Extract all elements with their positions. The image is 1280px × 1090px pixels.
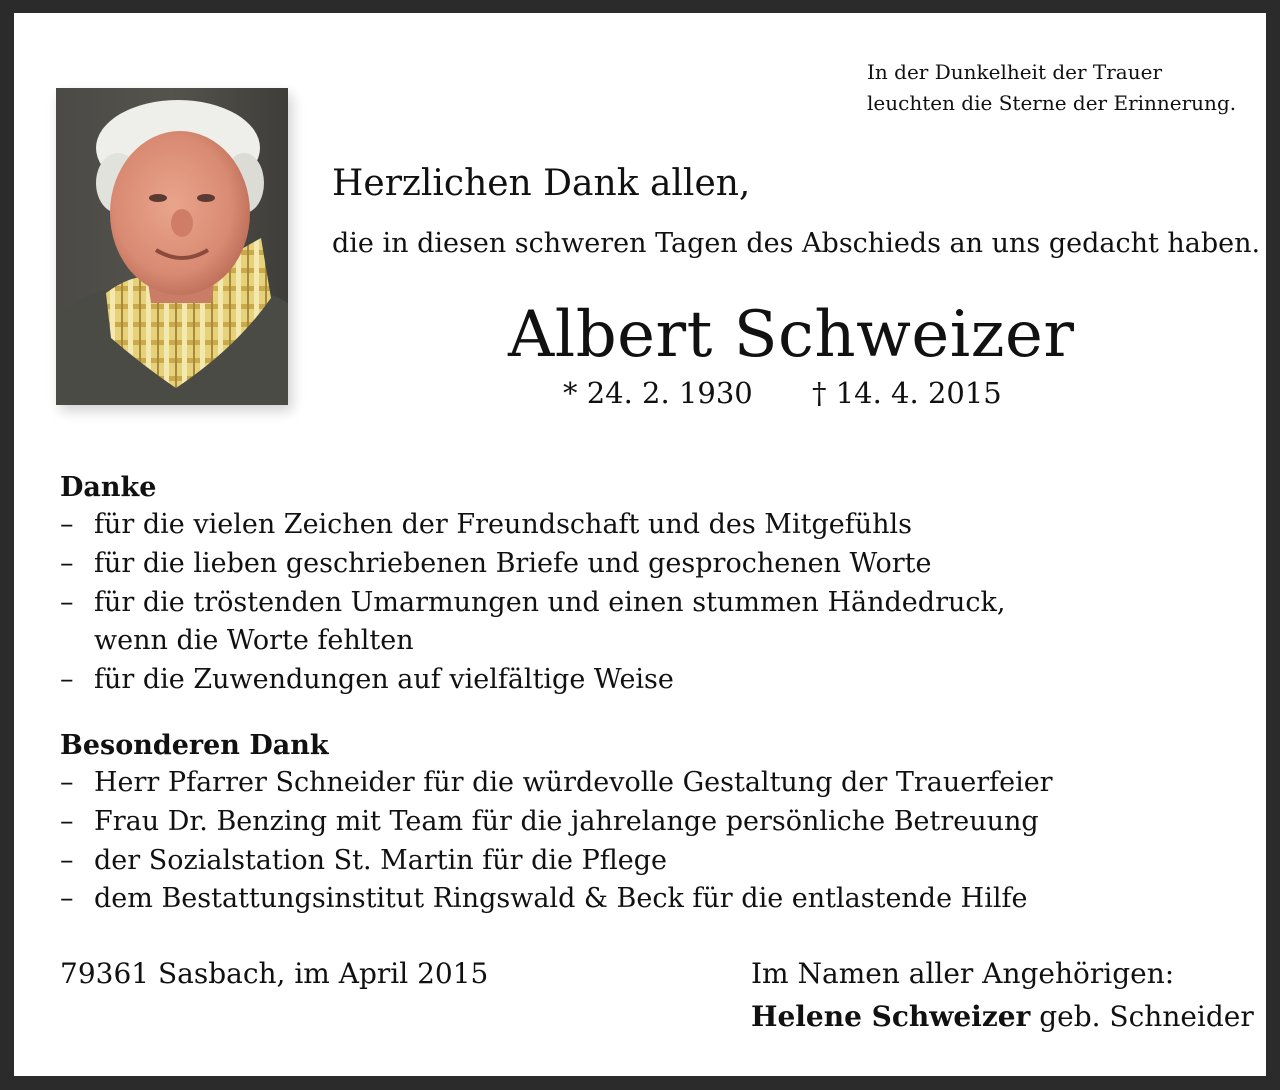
list-dash: – [60, 587, 74, 618]
thanks-heading: Danke [60, 472, 157, 503]
list-dash: – [60, 767, 74, 798]
thanks-item-text: für die vielen Zeichen der Freundschaft und des Mitgefühls [94, 509, 912, 540]
thanks-item [60, 548, 931, 579]
greeting-subline: die in diesen schweren Tagen des Abschieds an uns gedacht haben. [332, 228, 1261, 259]
list-dash: – [60, 806, 74, 837]
deceased-name: Albert Schweizer [508, 298, 1075, 372]
thanks-item [60, 587, 1005, 618]
motto-line-2: leuchten die Sterne der Erinnerung. [867, 91, 1237, 115]
special-thanks-item-text: dem Bestattungsinstitut Ringswald & Beck für die entlastende Hilfe [94, 883, 1028, 914]
list-dash: – [60, 845, 74, 876]
special-thanks-item-text: der Sozialstation St. Martin für die Pflege [94, 845, 667, 876]
thanks-item-continuation [60, 625, 414, 656]
signer-suffix: geb. Schneider [1039, 1000, 1254, 1033]
motto-line-1: In der Dunkelheit der Trauer [867, 60, 1163, 84]
thanks-item-text: wenn die Worte fehlten [94, 625, 414, 656]
signer [751, 1000, 1254, 1033]
portrait-icon [56, 88, 288, 405]
thanks-item-text: für die lieben geschriebenen Briefe und gesprochenen Worte [94, 548, 932, 579]
motto [867, 57, 1236, 119]
special-thanks-heading: Besonderen Dank [60, 730, 329, 761]
greeting-heading: Herzlichen Dank allen, [332, 163, 751, 204]
thanks-item-text: für die Zuwendungen auf vielfältige Weise [94, 664, 674, 695]
special-thanks-item-text: Herr Pfarrer Schneider für die würdevolle Gestaltung der Trauerfeier [94, 767, 1053, 798]
list-dash: – [60, 509, 74, 540]
special-thanks-item [60, 806, 1039, 837]
birth-date: * 24. 2. 1930 [563, 376, 753, 410]
special-thanks-item [60, 845, 667, 876]
list-dash: – [60, 548, 74, 579]
thanks-item [60, 509, 912, 540]
portrait-photo [56, 88, 288, 405]
special-thanks-item-text: Frau Dr. Benzing mit Team für die jahrelange persönliche Betreuung [94, 806, 1039, 837]
list-dash: – [60, 664, 74, 695]
place-date: 79361 Sasbach, im April 2015 [60, 957, 489, 990]
signer-name: Helene Schweizer [751, 1000, 1031, 1033]
special-thanks-item [60, 883, 1027, 914]
list-dash: – [60, 883, 74, 914]
thanks-item-text: für die tröstenden Umarmungen und einen stummen Händedruck, [94, 587, 1006, 618]
on-behalf-label: Im Namen aller Angehörigen: [751, 957, 1175, 990]
thanks-item [60, 664, 674, 695]
death-date: † 14. 4. 2015 [812, 376, 1002, 410]
special-thanks-item [60, 767, 1053, 798]
